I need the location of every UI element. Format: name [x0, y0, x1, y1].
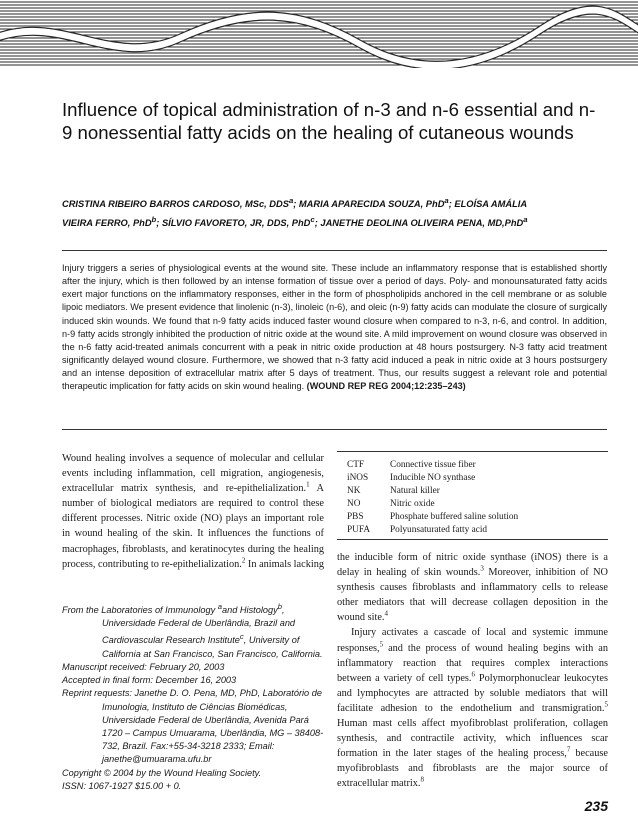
manuscript-received: Manuscript received: February 20, 2003	[62, 661, 225, 672]
affiliation-from: From the Laboratories of Immunology $^a$and Histology$^b$, Universidade Federal de Uberlândia, Brazil and Cardiovascular Research Institute$^c$, University of California at San Francisco, San Francisco, California.	[62, 602, 323, 659]
paragraph: Injury activates a cascade of local and systemic immune responses,$^5$ and the process of wound healing begins with an inflammatory reaction that requires complex interactions between a variety of cell types.$^6$ Polymorphonuclear leukocytes and lymphocytes are attracted by soluble mediators that will facilitate adhesion to the endothelium and transmigration.$^5$ Human mast cells affect myofibroblast proliferation, collagen synthesis, and contractile activity, which influences scar formation in the later stages of the healing process,$^7$ because myofibroblasts and fibroblasts are the major source of extracellular matrix.$^8$	[337, 627, 608, 790]
abbreviation-row: iNOS Inducible NO synthase	[347, 473, 476, 483]
affiliation-footnote	[62, 600, 326, 793]
abbreviation-row: PUFA Polyunsaturated fatty acid	[347, 525, 488, 535]
abbreviation-row: PBS Phosphate buffered saline solution	[347, 512, 519, 522]
copyright: Copyright © 2004 by the Wound Healing Society.	[62, 767, 262, 778]
body-left-column: Wound healing involves a sequence of molecular and cellular events including inflammation, cell migration, angiogenesis, extracellular matrix synthesis, and re-epithelialization.$^1$ A number of biological mediators are required to control these different processes. Nitric oxide (NO) plays an important role in wound healing of the skin. It influences the functions of macrophages, fibroblasts, and keratinocytes during the healing process, contributing to re-epithelialization.$^2$ In animals lacking	[62, 453, 324, 570]
abstract: Injury triggers a series of physiological events at the wound site. These include an inflammatory response that is established shortly after the injury, which is then followed by an intense formation of tissue over a period of days. Poly- and monounsaturated fatty acids exert major functions on the inflammatory responses, either in the form of phospholipids anchored in the cell membrane or as soluble lipoic mediators. We present evidence that linolenic (n-3), linoleic (n-6), and oleic (n-9) fatty acids can modulate the closure of surgically induced skin wounds. We found that n-9 fatty acids induced faster wound closure when compared to n-3, n-6, and control. In addition, n-9 fatty acids strongly inhibited the production of nitric oxide at the wound site. A mild improvement on wound closure was observed in the n-6 fatty acid-treated animals concurrent with a peak in nitric oxide production at 48 hours postsurgery. N-3 fatty acid treatment significantly delayed wound closure. Furthermore, we showed that n-3 fatty acid induced a peak in nitric oxide at 3 hours postsurgery and an intense deposition of extracellular matrix after 5 days of treatment. Thus, our results suggest a relevant role and potential therapeutic implication for fatty acids on skin wound healing. (WOUND REP REG 2004;12:235–243)	[62, 263, 607, 392]
paragraph: the inducible form of nitric oxide synthase (iNOS) there is a delay in healing of skin wounds.$^3$ Moreover, inhibition of NO synthesis causes fibroblasts and inflammatory cells to release other mediators that will decrease collagen deposition in the wound site.$^4$	[337, 552, 608, 624]
page-number: 235	[584, 798, 608, 814]
abstract-top-rule	[62, 250, 607, 251]
abbreviation-row: NK Natural killer	[347, 486, 440, 496]
abbreviation-row: NO Nitric oxide	[347, 499, 435, 509]
issn: ISSN: 1067-1927 $15.00 + 0.	[62, 780, 182, 791]
header-decorative-rules	[0, 0, 638, 68]
abstract-bottom-rule	[62, 429, 607, 430]
abbreviation-row: CTF Connective tissue fiber	[347, 460, 476, 470]
abbreviations-box	[337, 451, 608, 540]
manuscript-accepted: Accepted in final form: December 16, 2003	[62, 675, 237, 686]
journal-citation: (WOUND REP REG 2004;12:235–243)	[306, 381, 466, 392]
author-line-2: VIEIRA FERRO, PhD$^b$; SÍLVIO FAVORETO, JR, DDS, PhD$^c$; JANETHE DEOLINA OLIVEIRA PENA, MD,PhD$^a$	[62, 215, 528, 229]
body-right-column	[337, 550, 608, 792]
reprint-requests: Reprint requests: Janethe D. O. Pena, MD, PhD, Laboratório de Imunologia, Instituto de Ciências Biomédicas, Universidade Federal de Uberlândia, Avenida Pará 1720 – Campus Umuarama, Uberlândia, MG – 38408-732, Brazil. Fax:+55-34-3218 2333; Email: janethe@umuarama.ufu.br	[62, 688, 324, 765]
author-list	[62, 193, 607, 231]
article-title: Influence of topical administration of n-3 and n-6 essential and n-9 nonessential fatty acids on the healing of cutaneous wounds	[62, 99, 596, 143]
author-line-1: CRISTINA RIBEIRO BARROS CARDOSO, MSc, DDS$^a$; MARIA APARECIDA SOUZA, PhD$^a$; ELOÍSA AMÁLIA	[62, 196, 528, 210]
